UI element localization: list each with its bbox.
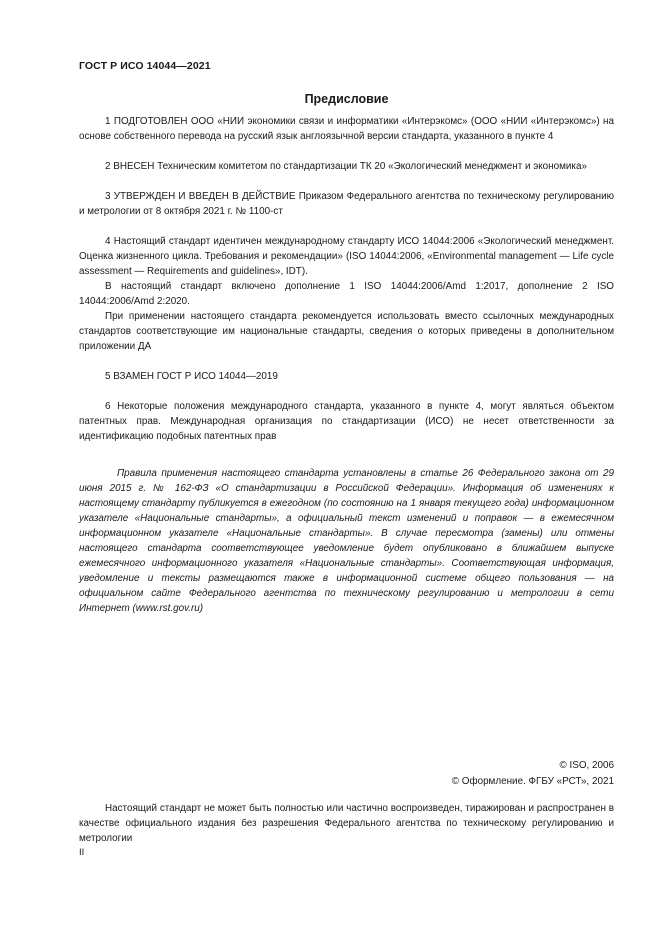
document-page [79,0,614,935]
preface-item-4-amendments: В настоящий стандарт включено дополнение 1 ISO 14044:2006/Amd 1:2017, дополнение 2 ISO 14044:2006/Amd 2:2020. [79,281,614,307]
copyright-design: © Оформление. ФГБУ «РСТ», 2021 [451,776,614,787]
preface-item-4-references: При применении настоящего стандарта рекомендуется использовать вместо ссылочных международных стандартов соответствующие им национальные стандарты, сведения о которых приведены в дополнительном приложении ДА [79,311,614,352]
section-title: Предисловие [304,92,389,106]
application-rules-notice [79,466,614,616]
copyright-iso: © ISO, 2006 [559,760,614,771]
document-code-header: ГОСТ Р ИСО 14044—2021 [79,60,211,72]
preface-item-4: 4 Настоящий стандарт идентичен международному стандарту ИСО 14044:2006 «Экологический менеджмент. Оценка жизненного цикла. Требования и рекомендации» (ISO 14044:2006, «Environmental management — Life cycle assessment — Requirements and guidelines», IDT). [79,236,614,277]
reproduction-notice-text: Настоящий стандарт не может быть полностью или частично воспроизведен, тиражирован и распространен в качестве официального издания без разрешения Федерального агентства по техническому регулированию и метрологии [79,803,614,844]
copyright-block [452,758,614,790]
preface-item-1: 1 ПОДГОТОВЛЕН ООО «НИИ экономики связи и информатики «Интерэкомс» (ООО «НИИ «Интерэкомс») на основе собственного перевода на русский язык англоязычной версии стандарта, указанного в пункте 4 [79,116,614,142]
preface-item-5: 5 ВЗАМЕН ГОСТ Р ИСО 14044—2019 [105,371,278,382]
preface-item-2: 2 ВНЕСЕН Техническим комитетом по стандартизации ТК 20 «Экологический менеджмент и экономика» [105,161,587,172]
preface-item-6: 6 Некоторые положения международного стандарта, указанного в пункте 4, могут являться объектом патентных прав. Международная организация по стандартизации (ИСО) не несет ответственности за идентификацию подобных патентных прав [79,401,614,442]
reproduction-notice [79,801,614,846]
page-number: II [79,847,85,858]
preface-item-3: 3 УТВЕРЖДЕН И ВВЕДЕН В ДЕЙСТВИЕ Приказом Федерального агентства по техническому регулированию и метрологии от 8 октября 2021 г. № 1100-ст [79,191,614,217]
application-rules-text: Правила применения настоящего стандарта установлены в статье 26 Федерального закона от 29 июня 2015 г. № 162-ФЗ «О стандартизации в Российской Федерации». Информация об изменениях к настоящему стандарту публикуется в ежегодном (по состоянию на 1 января текущего года) информационном указателе «Национальные стандарты», а официальный текст изменений и поправок — в ежемесячном информационном указателе «Национальные стандарты». В случае пересмотра (замены) или отмены настоящего стандарта соответствующее уведомление будет опубликовано в ближайшем выпуске ежемесячного информационного указателя «Национальные стандарты». Соответствующая информация, уведомление и тексты размещаются также в информационной системе общего пользования — на официальном сайте Федерального агентства по техническому регулированию и метрологии в сети Интернет (www.rst.gov.ru) [79,468,614,614]
preface-body [79,114,614,444]
